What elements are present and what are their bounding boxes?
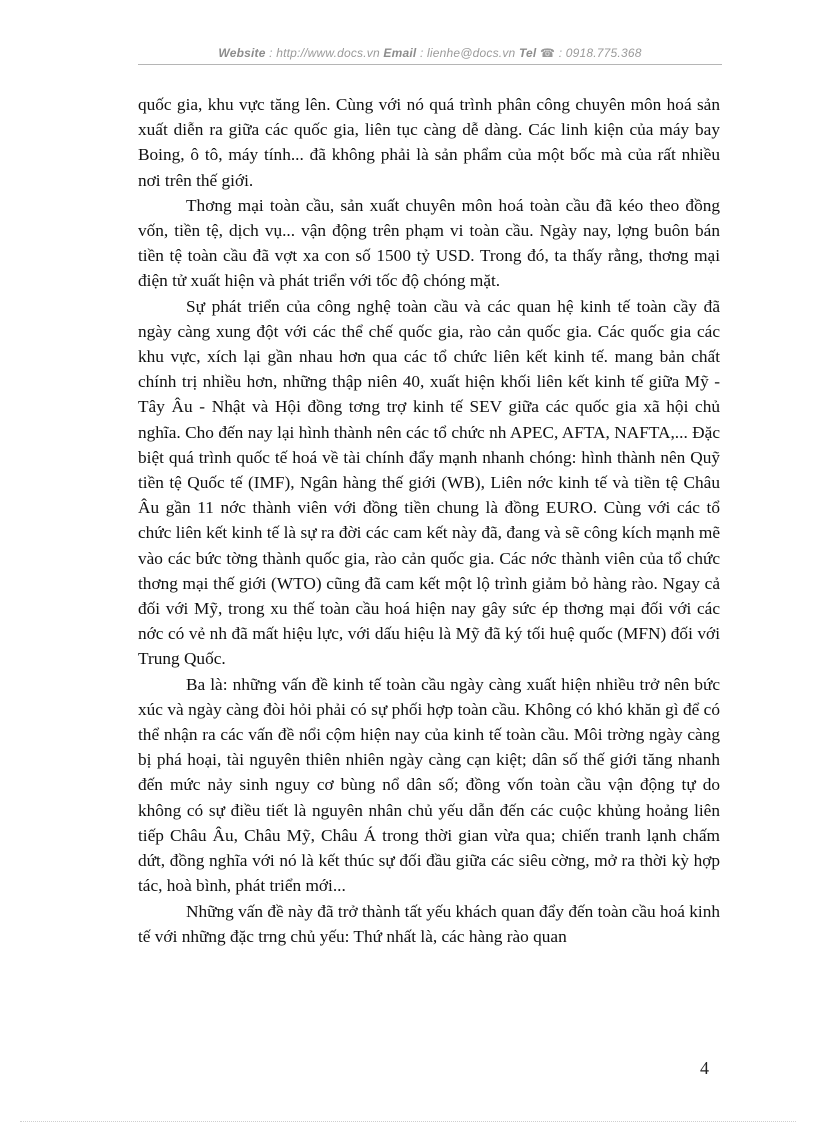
- paragraph-economic-integration: Sự phát triển của công nghệ toàn cầu và các quan hệ kinh tế toàn cầy đã ngày càng xung đột với các thể chế quốc gia, rào cản quốc gia. Các quốc gia các khu vực, xích lại gần nhau hơn qua các tổ chức liên kết kinh tế. mang bản chất chính trị nhiều hơn, những thập niên 40, xuất hiện khối liên kết kinh tế giữa Mỹ - Tây Âu - Nhật và Hội đồng tơng trợ kinh tế SEV giữa các quốc gia xã hội chủ nghĩa. Cho đến nay lại hình thành nên các tổ chức nh APEC, AFTA, NAFTA,... Đặc biệt quá trình quốc tế hoá về tài chính đẩy mạnh nhanh chóng: hình thành nên Quỹ tiền tệ Quốc tế (IMF), Ngân hàng thế giới (WB), Liên nớc kinh tế và tiền tệ Châu Âu gần 11 nớc thành viên với đồng tiền chung là đồng EURO. Cùng với các tổ chức liên kết kinh tế là sự ra đời các cam kết này đã, đang và sẽ công kích mạnh mẽ vào các bức tờng thành quốc gia, rào cản quốc gia. Các nớc thành viên của tổ chức thơng mại thế giới (WTO) cũng đã cam kết một lộ trình giảm bỏ hàng rào. Ngay cả đối với Mỹ, trong xu thế toàn cầu hoá hiện nay gây sức ép thơng mại đối với các nớc có vẻ nh đã mất hiệu lực, với dấu hiệu là Mỹ đã ký tối huệ quốc (MFN) đối với Trung Quốc.: [138, 296, 720, 669]
- page-header: [138, 46, 722, 60]
- website-value: : http://www.docs.vn: [269, 46, 380, 60]
- footer-divider: [20, 1121, 796, 1122]
- tel-label: Tel: [518, 46, 537, 60]
- paragraph-global-trade: Thơng mại toàn cầu, sản xuất chuyên môn hoá toàn cầu đã kéo theo đồng vốn, tiền tệ, dịch vụ... vận động trên phạm vi toàn cầu. Ngày nay, lợng buôn bán tiền tệ toàn cầu đã vợt xa con số 1500 tỷ USD. Trong đó, ta thấy rằng, thơng mại điện tử xuất hiện và phát triển với tốc độ chóng mặt.: [138, 195, 720, 291]
- page-number: 4: [700, 1058, 709, 1078]
- paragraph-globalization-features: Những vấn đề này đã trở thành tất yếu khách quan đẩy đến toàn cầu hoá kinh tế với những đặc trng chủ yếu: Thứ nhất là, các hàng rào quan: [138, 901, 720, 946]
- document-body: [138, 92, 720, 949]
- paragraph-global-issues: Ba là: những vấn đề kinh tế toàn cầu ngày càng xuất hiện nhiều trở nên bức xúc và ngày càng đòi hỏi phải có sự phối hợp toàn cầu. Không có khó khăn gì để có thể nhận ra các vấn đề nổi cộm hiện nay của kinh tế toàn cầu. Môi trờng ngày càng bị phá hoại, tài nguyên thiên nhiên ngày càng cạn kiệt; dân số thế giới tăng nhanh đến mức nảy sinh nguy cơ bùng nổ dân số; đồng vốn toàn cầu vận động tự do không có sự điều tiết là nguyên nhân chủ yếu dẫn đến các cuộc khủng hoảng liên tiếp Châu Âu, Châu Mỹ, Châu Á trong thời gian vừa qua; chiến tranh lạnh chấm dứt, đồng nghĩa với nó là kết thúc sự đối đầu giữa các siêu cờng, mở ra thời kỳ hợp tác, hoà bình, phát triển mới...: [138, 674, 720, 896]
- header-divider: [138, 64, 722, 65]
- website-label: Website: [218, 46, 266, 60]
- email-value: : lienhe@docs.vn: [419, 46, 516, 60]
- email-label: Email: [383, 46, 417, 60]
- tel-value: ☎ : 0918.775.368: [540, 46, 642, 60]
- paragraph-continuation: quốc gia, khu vực tăng lên. Cùng với nó quá trình phân công chuyên môn hoá sản xuất diễn ra giữa các quốc gia, liên tục càng dễ dàng. Các linh kiện của máy bay Boing, ô tô, máy tính... đã không phải là sản phẩm của một bốc mà của rất nhiều nơi trên thế giới.: [138, 95, 720, 190]
